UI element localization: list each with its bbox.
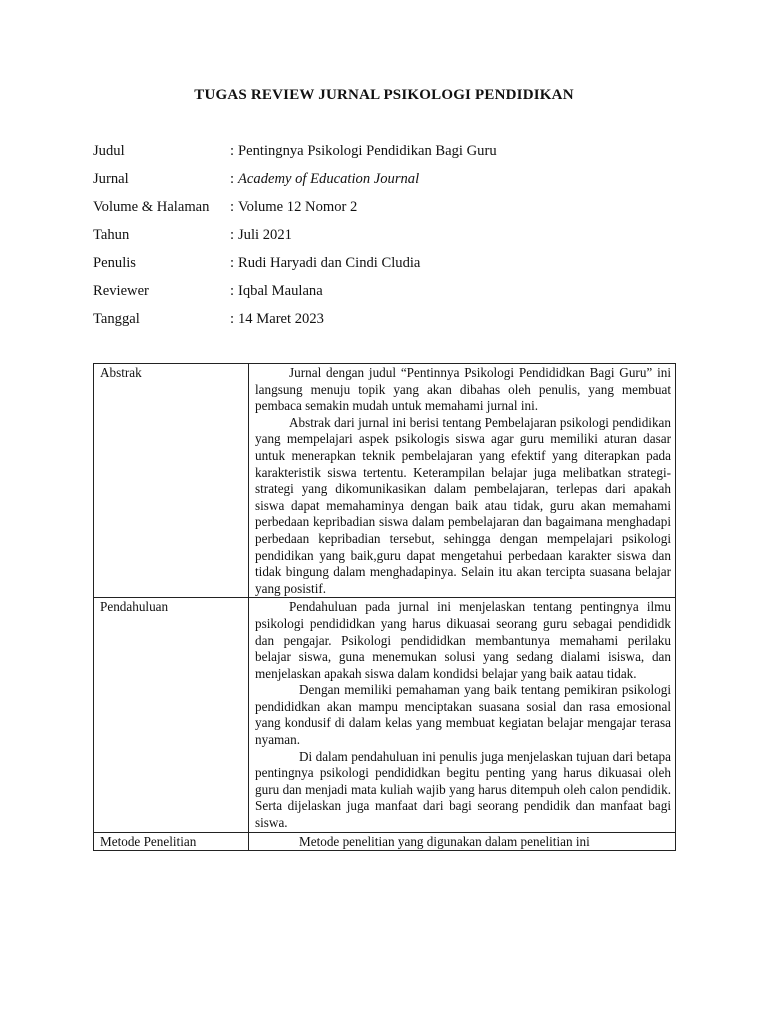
meta-row-judul: [93, 142, 497, 170]
meta-separator: :: [230, 171, 235, 187]
review-table: [93, 363, 676, 851]
section-body: [249, 832, 676, 851]
section-label: Pendahuluan: [94, 598, 249, 832]
meta-value: Academy of Education Journal: [238, 171, 420, 187]
paragraph: Jurnal dengan judul “Pentinnya Psikologi Pendididkan Bagi Guru” ini langsung menuju topik yang akan dibahas oleh penulis, yang membuat pembaca semakin mudah untuk memahami jurnal ini.: [255, 365, 671, 414]
meta-value: Iqbal Maulana: [238, 283, 323, 299]
meta-value: Rudi Haryadi dan Cindi Cludia: [238, 255, 421, 271]
meta-row-reviewer: [93, 282, 497, 310]
section-body: [249, 364, 676, 598]
meta-label: Jurnal: [93, 171, 129, 187]
meta-row-penulis: [93, 254, 497, 282]
meta-separator: :: [230, 199, 235, 215]
paragraph: Metode penelitian yang digunakan dalam penelitian ini: [299, 833, 590, 849]
meta-row-tahun: [93, 226, 497, 254]
meta-separator: :: [230, 255, 235, 271]
meta-value: Volume 12 Nomor 2: [238, 199, 358, 215]
paragraph: Abstrak dari jurnal ini berisi tentang Pembelajaran psikologi pendidikan yang mempelajari aspek psikologis siswa agar guru memiliki aturan dasar untuk menerapkan teknik pembelajaran yang efektif yang diterapkan pada karakteristik siswa tertentu. Keterampilan belajar juga melibatkan strategi-strategi yang dikomunikasikan dalam pembelajaran, terlepas dari apakah siswa dapat memahaminya dengan baik atau tidak, guru akan memahami perbedaan kepribadian siswa dalam pembelajaran dan bagaimana menghadapi perbedaan kepribadian tersebut, sehingga dengan mempelajari psikologi pendidikan yang baik,guru dapat mengetahui perbedaan karakter siswa dan tidak bingung dalam menghadapinya. Selain itu akan tercipta suasana belajar yang posistif.: [255, 414, 671, 596]
meta-label: Judul: [93, 143, 125, 159]
section-label: Metode Penelitian: [94, 832, 249, 851]
meta-separator: :: [230, 227, 235, 243]
document-title: TUGAS REVIEW JURNAL PSIKOLOGI PENDIDIKAN: [194, 87, 574, 103]
paragraph: Pendahuluan pada jurnal ini menjelaskan tentang pentingnya ilmu psikologi pendididkan yang harus dikuasai seorang guru sebagai pendididk dan pengajar. Psikologi pendididkan membantunya memahami perilaku belajar siswa, guna menemukan solusi yang sedang dialami isiswa, dan menjelaskan apakah siswa dalam kondidsi belajar yang baik aatau tidak.: [255, 599, 671, 681]
meta-label: Penulis: [93, 255, 136, 271]
meta-label: Tahun: [93, 227, 130, 243]
meta-value: 14 Maret 2023: [238, 311, 324, 327]
meta-row-jurnal: [93, 170, 497, 198]
meta-value: Juli 2021: [238, 227, 292, 243]
meta-label: Reviewer: [93, 283, 149, 299]
paragraph: Dengan memiliki pemahaman yang baik tentang pemikiran psikologi pendididkan akan mampu menciptakan suasana sosial dan rasa emosional yang kondusif di dalam kelas yang membuat kegiatan belajar mengajar terasa nyaman.: [255, 682, 671, 748]
paragraph: Di dalam pendahuluan ini penulis juga menjelaskan tujuan dari betapa pentingnya psikologi pendididkan begitu penting yang harus dikuasai oleh guru dan menjadi mata kuliah wajib yang harus ditempuh oleh calon pendidik. Serta dijelaskan juga manfaat dari bagi seorang pendidik dan manfaat bagi siswa.: [255, 748, 671, 831]
review-row-metode: [94, 832, 676, 851]
journal-info: [93, 142, 497, 338]
meta-separator: :: [230, 311, 235, 327]
section-label: Abstrak: [94, 364, 249, 598]
meta-row-tanggal: [93, 310, 497, 338]
meta-value: Pentingnya Psikologi Pendidikan Bagi Guru: [238, 143, 497, 159]
meta-separator: :: [230, 143, 235, 159]
meta-label: Tanggal: [93, 311, 140, 327]
meta-separator: :: [230, 283, 235, 299]
meta-row-volume: [93, 198, 497, 226]
meta-label: Volume & Halaman: [93, 199, 210, 215]
section-body: [249, 598, 676, 832]
review-row-pendahuluan: [94, 598, 676, 832]
review-row-abstrak: [94, 364, 676, 598]
